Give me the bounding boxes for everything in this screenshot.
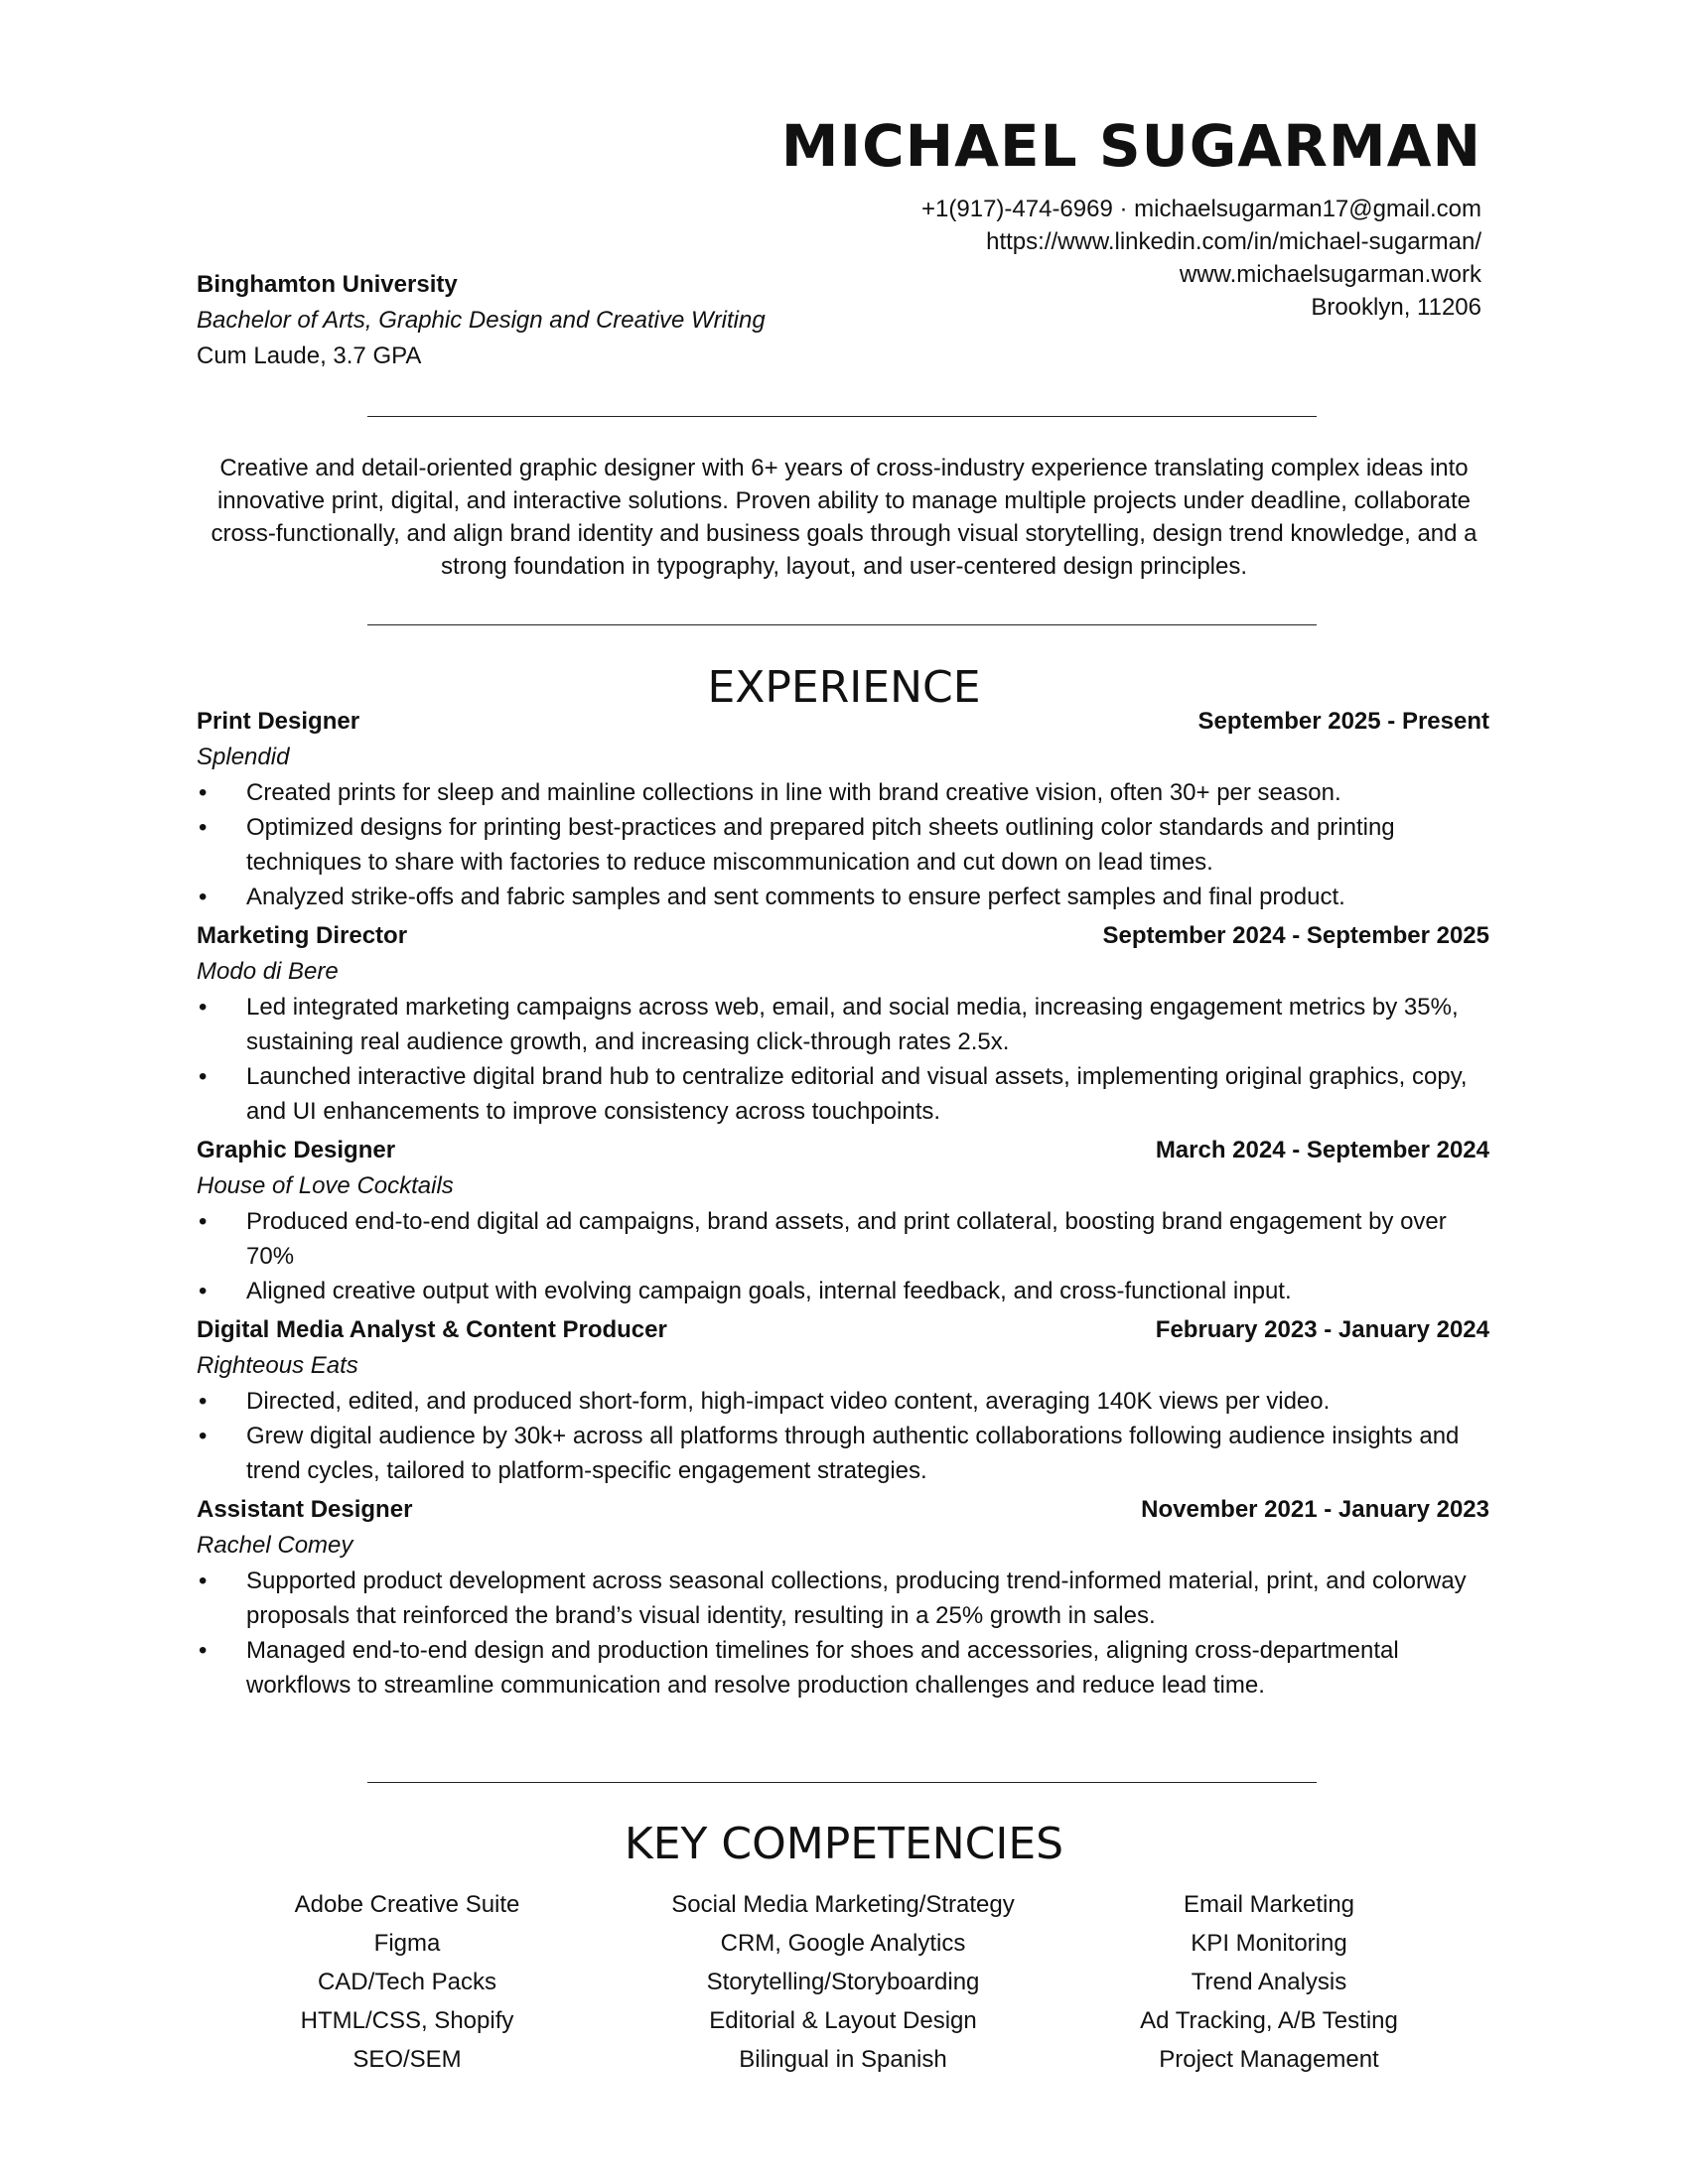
candidate-name: MICHAEL SUGARMAN xyxy=(780,112,1481,180)
job-title: Print Designer xyxy=(197,708,360,735)
job-bullet: • Led integrated marketing campaigns across web, email, and social media, increasing engagement metrics by 35%, sustaining real audience growth, and increasing click-through rates 2.5x. xyxy=(197,990,1489,1059)
job-company: Rachel Comey xyxy=(197,1532,353,1559)
job-dates: September 2025 - Present xyxy=(1197,708,1489,735)
contact-phone-email: +1(917)-474-6969 · michaelsugarman17@gmail.com xyxy=(921,196,1481,222)
divider xyxy=(367,624,1317,625)
competency-item: Ad Tracking, A/B Testing xyxy=(1140,2007,1398,2034)
competency-item: Storytelling/Storyboarding xyxy=(706,1969,980,1995)
contact-block xyxy=(921,193,1481,324)
job-title: Marketing Director xyxy=(197,922,408,949)
contact-location: Brooklyn, 11206 xyxy=(1311,294,1481,321)
experience-heading: EXPERIENCE xyxy=(707,662,981,713)
education-school: Binghamton University xyxy=(197,271,458,298)
education-block xyxy=(197,267,766,374)
job-company: Modo di Bere xyxy=(197,958,339,985)
job-dates: September 2024 - September 2025 xyxy=(1102,922,1489,949)
job-title: Assistant Designer xyxy=(197,1496,413,1523)
competencies-column xyxy=(1011,1885,1527,2079)
competency-item: Editorial & Layout Design xyxy=(709,2007,977,2034)
job-company: House of Love Cocktails xyxy=(197,1172,454,1199)
competency-item: Email Marketing xyxy=(1183,1891,1355,1918)
competency-item: Project Management xyxy=(1159,2046,1379,2073)
job-dates: February 2023 - January 2024 xyxy=(1155,1316,1489,1343)
contact-linkedin: https://www.linkedin.com/in/michael-sugarman/ xyxy=(986,228,1481,255)
job-bullet: • Created prints for sleep and mainline collections in line with brand creative vision, often 30+ per season. xyxy=(197,775,1489,810)
education-degree: Bachelor of Arts, Graphic Design and Creative Writing xyxy=(197,307,766,334)
job-bullet: • Aligned creative output with evolving campaign goals, internal feedback, and cross-functional input. xyxy=(197,1274,1489,1308)
job-title: Digital Media Analyst & Content Producer xyxy=(197,1316,667,1343)
job-title: Graphic Designer xyxy=(197,1137,396,1163)
job-bullet: • Grew digital audience by 30k+ across all platforms through authentic collaborations following audience insights and trend cycles, tailored to platform-specific engagement strategies. xyxy=(197,1419,1489,1488)
competency-item: CRM, Google Analytics xyxy=(720,1930,966,1957)
job-bullet: • Analyzed strike-offs and fabric samples and sent comments to ensure perfect samples and final product. xyxy=(197,880,1489,914)
job-entry xyxy=(197,1492,1489,1703)
competency-item: Social Media Marketing/Strategy xyxy=(671,1891,1015,1918)
job-bullet: • Optimized designs for printing best-practices and prepared pitch sheets outlining color standards and printing techniques to share with factories to reduce miscommunication and cut down on lead times. xyxy=(197,810,1489,880)
job-company: Splendid xyxy=(197,744,290,770)
job-entry xyxy=(197,1312,1489,1488)
competency-item: Figma xyxy=(373,1930,441,1957)
competency-item: Trend Analysis xyxy=(1191,1969,1347,1995)
competency-item: Adobe Creative Suite xyxy=(294,1891,520,1918)
competency-item: SEO/SEM xyxy=(352,2046,462,2073)
job-bullets xyxy=(197,1564,1489,1703)
job-entry xyxy=(197,918,1489,1129)
job-bullets xyxy=(197,1384,1489,1488)
competency-item: KPI Monitoring xyxy=(1191,1930,1347,1957)
divider xyxy=(367,1782,1317,1783)
job-dates: March 2024 - September 2024 xyxy=(1155,1137,1489,1163)
competency-item: Bilingual in Spanish xyxy=(739,2046,947,2073)
job-entry xyxy=(197,704,1489,914)
job-bullet: • Managed end-to-end design and production timelines for shoes and accessories, aligning cross-departmental workflows to streamline communication and resolve production challenges and reduce lead time. xyxy=(197,1633,1489,1703)
job-bullets xyxy=(197,990,1489,1129)
summary-paragraph: Creative and detail-oriented graphic designer with 6+ years of cross-industry experience translating complex ideas into innovative print, digital, and interactive solutions. Proven ability to manage multiple projects under deadline, collaborate cross-functionally, and align brand identity and business goals through visual storytelling, design trend knowledge, and a strong foundation in typography, layout, and user-centered design principles. xyxy=(211,455,1477,580)
contact-website: www.michaelsugarman.work xyxy=(1179,261,1481,288)
job-company: Righteous Eats xyxy=(197,1352,358,1379)
job-bullets xyxy=(197,1204,1489,1308)
job-bullets xyxy=(197,775,1489,914)
competency-item: CAD/Tech Packs xyxy=(317,1969,497,1995)
job-dates: November 2021 - January 2023 xyxy=(1141,1496,1489,1523)
job-bullet: • Produced end-to-end digital ad campaigns, brand assets, and print collateral, boosting brand engagement by over 70% xyxy=(197,1204,1489,1274)
experience-section xyxy=(197,704,1489,1706)
divider xyxy=(367,416,1317,417)
competencies-heading: KEY COMPETENCIES xyxy=(624,1819,1064,1869)
job-bullet: • Directed, edited, and produced short-form, high-impact video content, averaging 140K views per video. xyxy=(197,1384,1489,1419)
job-bullet: • Supported product development across seasonal collections, producing trend-informed material, print, and colorway proposals that reinforced the brand’s visual identity, resulting in a 25% growth in sales. xyxy=(197,1564,1489,1633)
job-entry xyxy=(197,1133,1489,1308)
competency-item: HTML/CSS, Shopify xyxy=(300,2007,514,2034)
job-bullet: • Launched interactive digital brand hub to centralize editorial and visual assets, implementing original graphics, copy, and UI enhancements to improve consistency across touchpoints. xyxy=(197,1059,1489,1129)
education-honors: Cum Laude, 3.7 GPA xyxy=(197,342,422,369)
